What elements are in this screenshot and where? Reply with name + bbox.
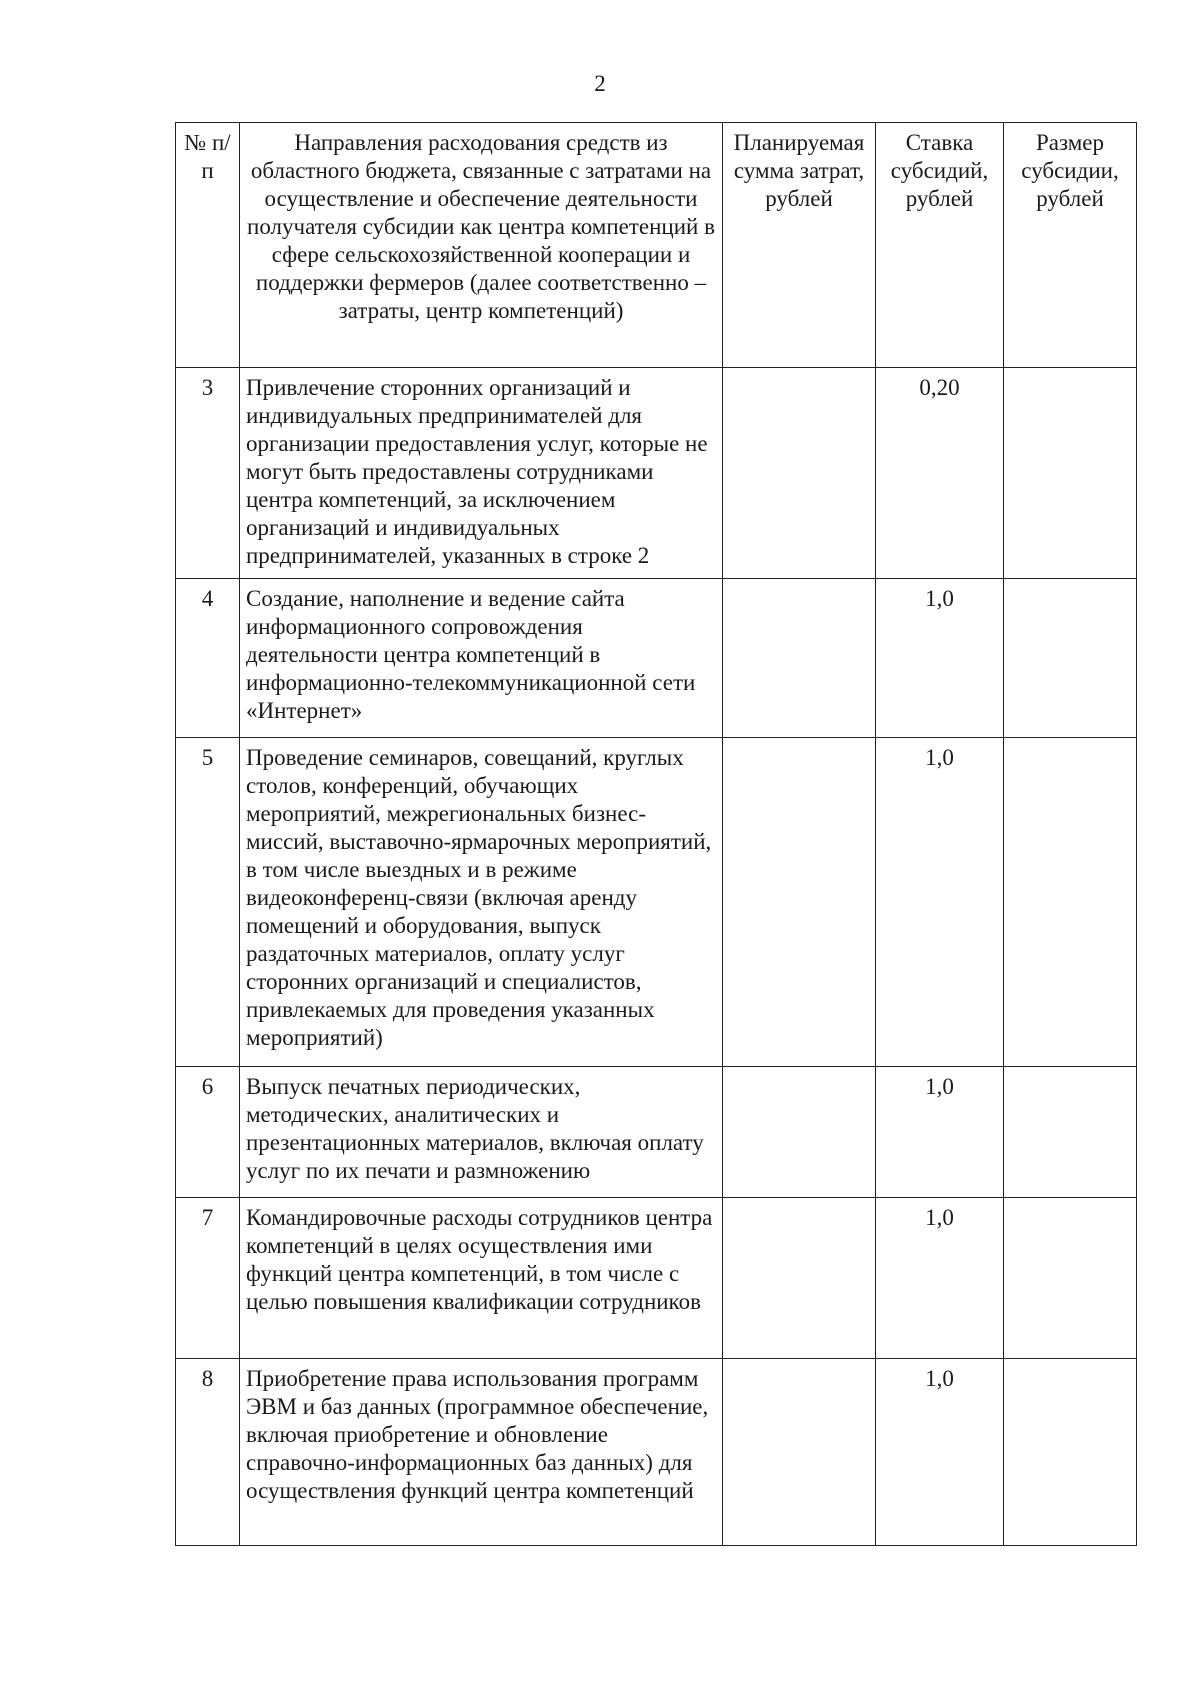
subsidy-rate: 1,0	[876, 1198, 1004, 1359]
table-row	[176, 1067, 1137, 1198]
subsidy-size-cell	[1004, 579, 1137, 738]
table-row	[176, 738, 1137, 1067]
planned-amount-cell	[723, 579, 876, 738]
subsidy-rate: 1,0	[876, 1359, 1004, 1546]
row-number: 5	[176, 738, 240, 1067]
row-number: 8	[176, 1359, 240, 1546]
page-number: 2	[594, 71, 606, 96]
table-header-row	[176, 123, 1137, 368]
subsidy-size-cell	[1004, 738, 1137, 1067]
table-row	[176, 579, 1137, 738]
subsidy-rate: 1,0	[876, 738, 1004, 1067]
row-number: 4	[176, 579, 240, 738]
expense-direction: Создание, наполнение и ведение сайта информационного сопровождения деятельности центра компетенций в информационно-телекоммуникационной сети «Интернет»	[240, 579, 723, 738]
subsidy-expenses-table	[175, 122, 1137, 1546]
expense-direction: Проведение семинаров, совещаний, круглых столов, конференций, обучающих мероприятий, межрегиональных бизнес-миссий, выставочно-ярмарочных мероприятий, в том числе выездных и в режиме видеоконференц-связи (включая аренду помещений и оборудования, выпуск раздаточных материалов, оплату услуг сторонних организаций и специалистов, привлекаемых для проведения указанных мероприятий)	[240, 738, 723, 1067]
planned-amount-cell	[723, 368, 876, 579]
row-number: 6	[176, 1067, 240, 1198]
planned-amount-cell	[723, 1067, 876, 1198]
header-expense-direction: Направления расходования средств из областного бюджета, связанные с затратами на осуществление и обеспечение деятельности получателя субсидии как центра компетенций в сфере сельскохозяйственной кооперации и поддержки фермеров (далее соответственно – затраты, центр компетенций)	[240, 123, 723, 368]
table-row	[176, 1359, 1137, 1546]
subsidy-size-cell	[1004, 1359, 1137, 1546]
planned-amount-cell	[723, 738, 876, 1067]
planned-amount-cell	[723, 1198, 876, 1359]
row-number: 7	[176, 1198, 240, 1359]
table-row	[176, 1198, 1137, 1359]
header-planned-amount: Планируемая сумма затрат, рублей	[723, 123, 876, 368]
subsidy-size-cell	[1004, 1067, 1137, 1198]
expense-direction: Командировочные расходы сотрудников центра компетенций в целях осуществления ими функций центра компетенций, в том числе с целью повышения квалификации сотрудников	[240, 1198, 723, 1359]
expense-direction: Привлечение сторонних организаций и индивидуальных предпринимателей для организации предоставления услуг, которые не могут быть предоставлены сотрудниками центра компетенций, за исключением организаций и индивидуальных предпринимателей, указанных в строке 2	[240, 368, 723, 579]
planned-amount-cell	[723, 1359, 876, 1546]
expense-direction: Выпуск печатных периодических, методических, аналитических и презентационных материалов, включая оплату услуг по их печати и размножению	[240, 1067, 723, 1198]
subsidy-size-cell	[1004, 1198, 1137, 1359]
header-subsidy-rate: Ставка субсидий, рублей	[876, 123, 1004, 368]
subsidy-rate: 1,0	[876, 1067, 1004, 1198]
table-row	[176, 368, 1137, 579]
subsidy-size-cell	[1004, 368, 1137, 579]
row-number: 3	[176, 368, 240, 579]
expense-direction: Приобретение права использования программ ЭВМ и баз данных (программное обеспечение, включая приобретение и обновление справочно-информационных баз данных) для осуществления функций центра компетенций	[240, 1359, 723, 1546]
subsidy-rate: 0,20	[876, 368, 1004, 579]
subsidy-rate: 1,0	[876, 579, 1004, 738]
header-row-number: № п/п	[176, 123, 240, 368]
header-subsidy-size: Размер субсидии, рублей	[1004, 123, 1137, 368]
